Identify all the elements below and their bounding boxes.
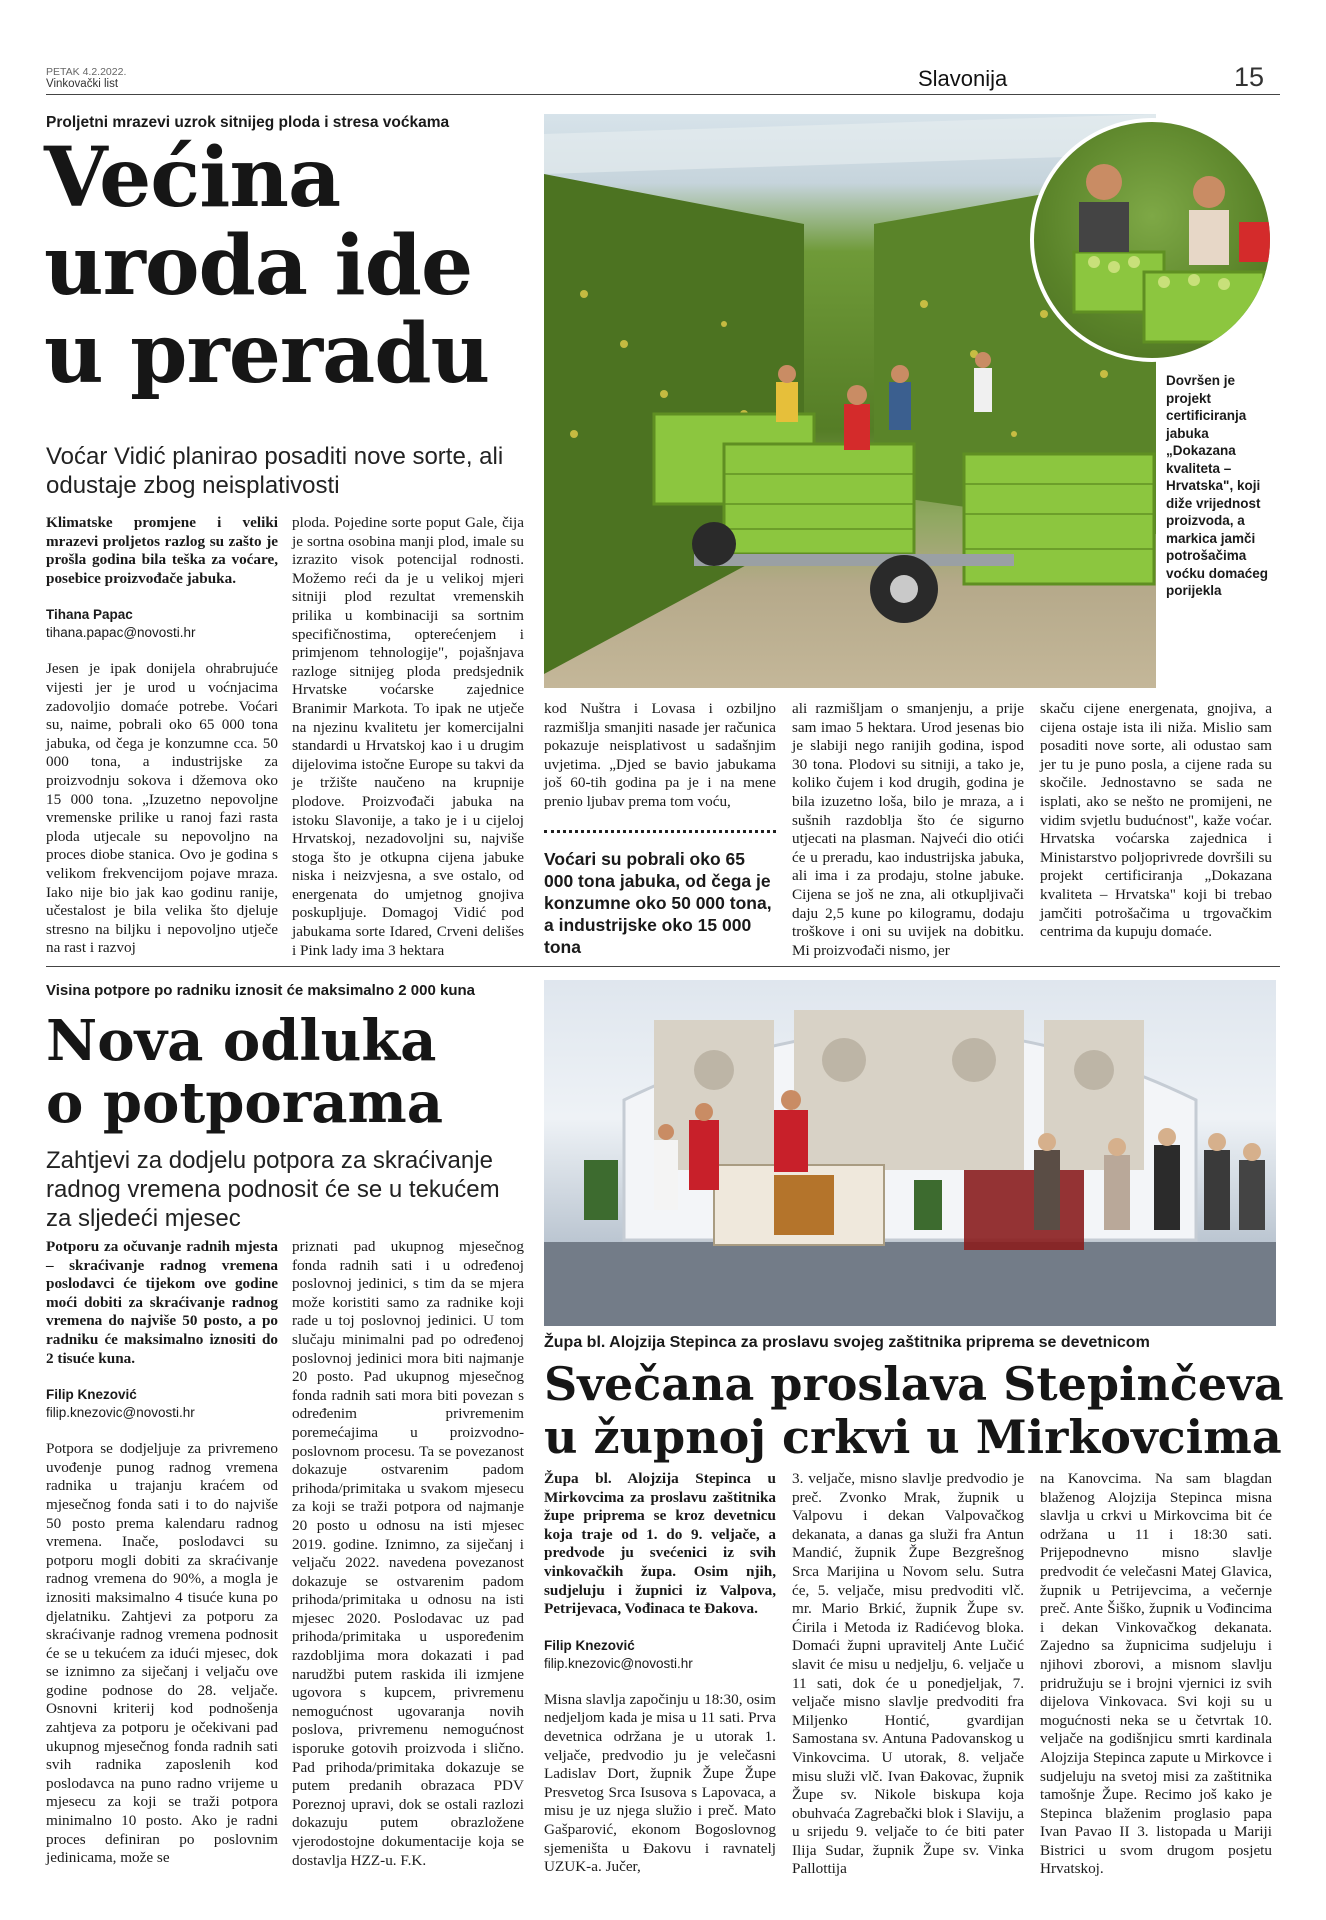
article3-headline <box>544 1358 1284 1464</box>
article1-pullquote: Voćari su pobrali oko 65 000 tona jabuka, od čega je konzumne oko 50 000 tona, a industrijske oko 15 000 tona <box>544 849 772 957</box>
header-rule <box>46 94 1280 95</box>
header-date: PETAK 4.2.2022. <box>46 66 127 78</box>
pullquote-dots <box>544 830 776 833</box>
article2-headline <box>46 1010 546 1134</box>
article2-column-1 <box>46 1238 278 1868</box>
article3-kicker: Župa bl. Alojzija Stepinca za proslavu svojeg zaštitnika priprema se devetnicom <box>544 1334 1150 1351</box>
article2-body-col1: Potpora se dodjeljuje za privremeno uvođenje punog radnog vremena radnika u trajanju kraćem od mjesečnog fonda sati i to do najviše 50 posto prema kalendaru radnog vremena. Inače, poslodavci su potporu mogli dobiti za skraćivanje radnog vremena do 90%, a mogla je iznositi maksimalno 4 tisuće kuna po djelatniku. Zahtjevi za potporu za skraćivanje radnog vremena podnosit će se u tekućem za idući mjesec, dok se iznimno za siječanj i veljaču ove godine podnose do 28. veljače. Osnovni kriterij kod podnošenja zahtjeva za potporu je očekivani pad ukupnog mjesečnog fonda radnih sati svih radnika zaposlenih kod poslodavca na puno radno vrijeme u mjesecu za koji se traži potpora minimalno 10 posto. Ako je radni proces definiran po poslovnim jedinicama, može se <box>46 1440 278 1867</box>
article2-lead: Potporu za očuvanje radnih mjesta – skraćivanje radnog vremena poslodavci će tijekom ove godine moći dobiti za skraćivanje radnog vremena do najviše 50 posto, a po radniku će maksimalno iznositi do 2 tisuće kuna. <box>46 1238 278 1367</box>
article1-body-col5: skaču cijene energenata, gnojiva, a cijena ostaje ista ili niža. Mislio sam posaditi nove sorte, ali odustao sam jer tu je puno posla, a cijene rada su skočile. Jednostavno se sada ne isplati, ako se nešto ne promijeni, ne vidim svjetlu budućnost", kaže voćar. Hrvatska voćarska zajednica i Ministarstvo poljoprivrede dovršili su projekt certificiranja „Dokazana kvaliteta – Hrvatska" koji bi trebao jamčiti potrošačima u trgovačkim centrima da kupuju domaće. <box>1040 700 1272 941</box>
article1-lead: Klimatske promjene i veliki mrazevi proljetos razlog su zašto je prošla godina bila teška za voćare, posebice proizvođače jabuka. <box>46 514 278 587</box>
article3-column-2 <box>792 1470 1024 1879</box>
article1-headline-line1: Većina <box>44 130 341 226</box>
article2-subheadline: Zahtjevi za dodjelu potpora za skraćivanje radnog vremena podnosit će se u tekućem za sljedeći mjesec <box>46 1147 500 1232</box>
article3-author: Filip Knezović <box>544 1637 635 1653</box>
article1-column-1 <box>46 514 278 958</box>
article2-headline-line2: o potporama <box>46 1070 444 1136</box>
header-publication: Vinkovački list <box>46 78 119 90</box>
article1-column-4 <box>792 700 1024 960</box>
workers-illustration <box>1034 122 1274 362</box>
article1-headline <box>44 130 544 402</box>
article2-kicker: Visina potpore po radniku iznosit će maksimalno 2 000 kuna <box>46 982 476 999</box>
article2-column-2 <box>292 1238 524 1870</box>
article3-body-col2: 3. veljače, misno slavlje predvodio je preč. Zvonko Mrak, župnik u Valpovu i dekan Valpovačkog dekanata, a danas ga služi fra Antun Mandić, župnik Župe Bezgrešnog Srca Marijina u Novom selu. Sutra će, 5. veljače, misu predvoditi vlč. mr. Mario Brkić, župnik Župe sv. Ćirila i Metoda iz Radićevog bloka. Domaći župni upravitelj Ante Lučić slavit će misu u nedjelju, 6. veljače u 11 sati, dok će u ponedjeljak, 7. veljače misno slavlje predvoditi fra Miljenko Hontić, gvardijan Samostana sv. Antuna Padovanskog u Vinkovcima. U utorak, 8. veljače misu služi vlč. Ivan Đakovac, župnik Župe sv. Nikole biskupa koja obuhvaća Zagrebački blok i Slaviju, a u srijedu 9. veljače to će biti pater Ilija Sudar, župnik Župe sv. Vinka Pallottija <box>792 1470 1024 1878</box>
article1-headline-line2: uroda ide <box>44 218 473 314</box>
orchard-photo-caption: Dovršen je projekt certificiranja jabuka „Dokazana kvaliteta – Hrvatska", koji diže vrijednost proizvoda, a markica jamči potrošačima voćku domaćeg porijekla <box>1166 373 1269 598</box>
article1-body-col1: Jesen je ipak donijela ohrabrujuće vijesti jer je urod u voćnjacima zadovoljio domaće potrebe. Voćari su, naime, pobrali oko 65 000 tona jabuka, od čega je konzumne cca. 50 000 tona, a industrijske za proizvodnju sokova i džemova oko 15 000 tona. „Izuzetno nepovoljne vremenske prilike u ranoj fazi rasta ploda utjecale su nepovoljno na proces diobe stanica. Ovo je godina s velikom frekvencijom pojave mraza. Iako nije bio jak kao godinu ranije, učestalost je bila velika što djeluje stresno na biljku i nepovoljno utječe na rast i razvoj <box>46 660 278 957</box>
article-separator <box>46 966 1280 967</box>
article3-body-col1: Misna slavlja započinju u 18:30, osim nedjeljom kada je misa u 11 sati. Prva devetnica održana je u utorak 1. veljače, predvodio ju je velečasni Ladislav Dort, župnik Župe Župe Presvetog Srca Isusova s Lapovaca, a misu je uz njega služio i preč. Mato Gašparović, ekonom Bogoslovnog sjemeništa u Đakovu i ravnatelj UZUK-a. Jučer, <box>544 1690 776 1876</box>
article1-author: Tihana Papac <box>46 607 133 623</box>
church-photo <box>544 980 1276 1326</box>
article1-body-col2: ploda. Pojedine sorte poput Gale, čija je sortna osobina manji plod, imale su izrazito visok potencijal rodnosti. Možemo reći da je u velikoj mjeri sitniji plod rezultat vremenskih prilika u kombinaciji sa sortnim specifičnostima, opterećenjem i primjenom tehnologije", pojašnjava razloge sitnijeg ploda predsjednik Hrvatske voćarske zajednice Branimir Markota. To ipak ne utječe na njezinu kvalitetu jer komercijalni standardi u Hrvatskoj kao i u drugim dijelovima istočne Europe su takvi da je tržište naučeno na krupnije plodove. Proizvođači jabuka na istoku Slavonije, a tako je i u cijeloj Hrvatskoj, nezadovoljni su, najviše stoga što je otkupna cijena jabuke niska i neizvjesna, a sve ostalo, od energenata do umjetnog gnojiva poskupljuje. Domagoj Vidić pod jabukama sorte Idared, Crveni delišes i Pink lady ima 3 hektara <box>292 514 524 959</box>
header-section: Slavonija <box>918 66 1008 91</box>
article1-subheadline: Voćar Vidić planirao posaditi nove sorte, ali odustaje zbog neisplativosti <box>46 443 504 499</box>
article3-lead: Župa bl. Alojzija Stepinca u Mirkovcima za proslavu zaštitnika župe priprema se kroz devetnicu koja traje od 1. do 9. veljače, a predvode ju svećenici iz svih vinkovačkih župa. Osim njih, sudjeluju i župnici iz Valpova, Petrijevaca, Vođinaca te Đakova. <box>544 1470 776 1618</box>
article2-author: Filip Knezović <box>46 1387 137 1403</box>
article3-column-3 <box>1040 1470 1272 1879</box>
article1-body-col3: kod Nuštra i Lovasa i ozbiljno razmišlja smanjiti nasade jer računica pokazuje neisplativost u sadašnjim uvjetima. „Djed se bavio jabukama još 60-tih godina pa je i na mene prenio ljubav prema tom voću, <box>544 700 776 810</box>
article3-headline-line1: Svečana proslava Stepinčeva <box>544 1357 1284 1411</box>
article2-body-col2: priznati pad ukupnog mjesečnog fonda radnih sati i u određenoj poslovnoj jedinici, s tim da se mjera može koristiti samo za radnike koji rade u toj poslovnoj jedinici. U tom slučaju minimalni pad po određenoj poslovnoj jedinici mora biti najmanje 20 posto. Pad ukupnog mjesečnog fonda radnih sati mora biti povezan s određenim privremenim poremećajima u proizvodno-poslovnom procesu. Ta se povezanost dokazuje ostvarenim padom prihoda/primitaka u svakom mjesecu za koji se traži potpora od najmanje 20 posto u odnosu na isti mjesec 2019. godine. Iznimno, za siječanj i veljaču 2022. navedena povezanost dokazuje se ostvarenim padom prihoda/primitaka u odnosu na isti mjesec 2020. Poslodavac uz pad prihoda/primitaka u uspoređenim razdobljima mora dokazati i pad narudžbi putem raskida ili izmjene ugovora s kupcem, privremenu nemogućnost ugovaranja novih poslova, privremenu nemogućnost isporuke gotovih proizvoda i slično. Pad prihoda/primitaka dokazuje se putem predanih obrazaca PDV Poreznoj upravi, dok se ostali razlozi dokazuju putem obrazložene vjerodostojne dokumentacije koja se dostavlja HZZ-u. F.K. <box>292 1238 524 1869</box>
article1-email: tihana.papac@novosti.hr <box>46 625 196 641</box>
article3-email: filip.knezovic@novosti.hr <box>544 1655 693 1671</box>
article2-email: filip.knezovic@novosti.hr <box>46 1405 195 1421</box>
article3-column-1 <box>544 1470 776 1877</box>
header-page-number: 15 <box>1234 62 1265 92</box>
article2-headline-line1: Nova odluka <box>46 1008 437 1074</box>
article1-kicker: Proljetni mrazevi uzrok sitnijeg ploda i stresa voćkama <box>46 114 450 131</box>
article3-headline-line2: u župnoj crkvi u Mirkovcima <box>544 1410 1282 1464</box>
orchard-inset-photo <box>1030 118 1274 362</box>
article1-headline-line3: u preradu <box>44 306 490 402</box>
article1-column-3 <box>544 700 776 812</box>
article1-body-col4: ali razmišljam o smanjenju, a prije sam imao 5 hektara. Urod jesenas bio je slabiji nego ranijih godina, ispod 30 tona. Plodovi su sitniji, a tako je, koliko čujem i kod drugih, godina je bila izuzetno loša, bilo je mraza, a i sušnih razdoblja što će sigurno utjecati na plasman. Najveći dio otići će u preradu, kao industrijska jabuka, ali ima i za prodaju, stolne jabuke. Cijena se još ne zna, ali otkupljivači daju 2,5 kune po kilogramu, dodaju troškove i oni su uvijek na dobitku. Mi proizvođači nismo, jer <box>792 700 1024 959</box>
church-illustration <box>544 980 1276 1326</box>
article1-column-2 <box>292 514 524 960</box>
article1-column-5 <box>1040 700 1272 942</box>
article3-body-col3: na Kanovcima. Na sam blagdan blaženog Alojzija Stepinca misna slavlja u crkvi u Mirkovcima bit će održana u 11 i 18:30 sati. Prijepodnevno misno slavlje predvodit će velečasni Matej Glavica, župnik u Petrijevcima, a večernje preč. Ante Šiško, župnik u Vođincima i dekan Vinkovačkog dekanata. Zajedno sa župnicima sudjeluju i njihovi zborovi, a misnom slavlju pridružuju se i brojni vjernici iz svih dijelova Vinkovaca. Svi koji su u mogućnosti neka se u četvrtak 10. veljače na godišnjicu smrti kardinala Alojzija Stepinca zapute u Mirkovce i sudjeluju na svetoj misi za zaštitnika tamošnje Župe. Recimo još kako je Stepinca blaženim proglasio papa Ivan Pavao II 3. listopada u Mariji Bistrici u svom drugom posjetu Hrvatskoj. <box>1040 1470 1272 1878</box>
